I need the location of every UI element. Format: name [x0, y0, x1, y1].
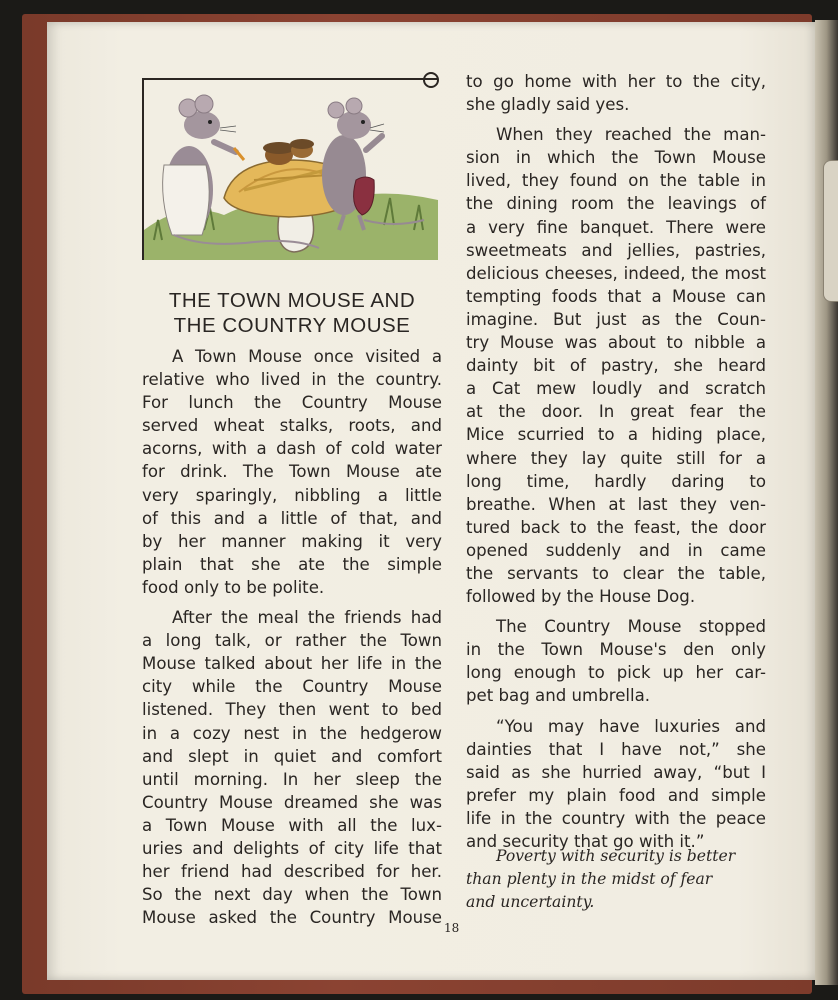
text-line: tempting foods that a Mouse can: [466, 286, 766, 306]
text-line: plain that she ate the simple: [142, 554, 442, 574]
text-line: the servants to clear the table,: [466, 563, 766, 583]
text-line: pet bag and umbrella.: [466, 686, 651, 706]
text-line: and slept in quiet and comfort: [142, 746, 442, 766]
text-line: at the door. In great fear the: [466, 402, 766, 422]
text-line: When they reached the man-: [496, 125, 766, 145]
text-line: her friend had described for her.: [142, 862, 442, 882]
text-line: by her manner making it very: [142, 531, 442, 551]
mice-illustration-image: [144, 80, 438, 260]
text-line: food only to be polite.: [142, 577, 325, 597]
text-line: sweetmeats and jellies, pastries,: [466, 240, 766, 260]
text-line: tured back to the feast, the door: [466, 517, 766, 537]
text-line: uries and delights of city life that: [142, 838, 442, 858]
text-line: After the meal the friends had: [172, 608, 442, 628]
story-title: [142, 288, 442, 338]
text-line: city while the Country Mouse: [142, 677, 442, 697]
moral-text: [466, 845, 766, 914]
text-line: long enough to pick up her car-: [466, 663, 766, 683]
text-line: For lunch the Country Mouse: [142, 393, 442, 413]
text-line: relative who lived in the country.: [142, 370, 442, 390]
text-line: a Town Mouse with all the lux-: [142, 815, 442, 835]
illustration-border-curl: [423, 72, 439, 88]
text-line: imagine. But just as the Coun-: [466, 309, 766, 329]
text-line: The Country Mouse stopped: [496, 617, 766, 637]
text-line: and security that go with it.”: [466, 832, 705, 851]
title-line: THE TOWN MOUSE AND: [168, 289, 416, 312]
story-illustration: [142, 78, 438, 260]
text-line: sion in which the Town Mouse: [466, 148, 766, 168]
text-line: served wheat stalks, roots, and: [142, 416, 442, 436]
page-edge-tab: [823, 160, 838, 302]
text-line: dainty bit of pastry, she heard: [466, 356, 766, 376]
text-line: A Town Mouse once visited a: [172, 347, 442, 366]
text-line: acorns, with a dash of cold water: [142, 439, 442, 459]
text-line: Mouse asked the Country Mouse: [142, 908, 442, 928]
moral-line: than plenty in the midst of fear: [466, 870, 713, 888]
text-line: said as she hurried away, “but I: [466, 762, 766, 782]
text-line: Mouse talked about her life in the: [142, 654, 442, 674]
text-line: lived, they found on the table in: [466, 171, 766, 191]
right-column-text: [466, 70, 766, 853]
text-line: Country Mouse dreamed she was: [142, 792, 442, 812]
text-line: a very fine banquet. There were: [466, 217, 766, 237]
text-line: in the Town Mouse's den only: [466, 640, 766, 660]
text-line: “You may have luxuries and: [496, 716, 766, 736]
left-column-text: [142, 345, 442, 929]
text-line: life in the country with the peace: [466, 808, 766, 828]
text-line: where they lay quite still for a: [466, 448, 766, 468]
text-line: of this and a little of that, and: [142, 508, 442, 528]
moral-line: Poverty with security is better: [496, 847, 736, 865]
text-line: So the next day when the Town: [142, 885, 442, 905]
text-line: a long talk, or rather the Town: [142, 631, 442, 651]
text-line: she gladly said yes.: [466, 95, 630, 115]
text-line: delicious cheeses, indeed, the most: [466, 263, 766, 283]
text-line: opened suddenly and in came: [466, 540, 766, 560]
text-line: listened. They then went to bed: [142, 700, 442, 720]
text-line: a Cat mew loudly and scratch: [466, 379, 766, 399]
text-line: the dining room the leavings of: [466, 194, 766, 214]
text-line: try Mouse was about to nibble a: [466, 333, 766, 353]
text-line: breathe. When at last they ven-: [466, 494, 766, 514]
text-line: followed by the House Dog.: [466, 587, 696, 607]
text-line: dainties that I have not,” she: [466, 739, 766, 759]
text-line: very sparingly, nibbling a little: [142, 485, 442, 505]
text-line: for drink. The Town Mouse ate: [142, 462, 442, 482]
text-line: Mice scurried to a hiding place,: [466, 425, 766, 445]
title-line: THE COUNTRY MOUSE: [173, 314, 411, 337]
page-number: 18: [444, 921, 460, 935]
text-line: to go home with her to the city,: [466, 72, 766, 91]
text-line: prefer my plain food and simple: [466, 785, 766, 805]
text-line: until morning. In her sleep the: [142, 769, 442, 789]
moral-line: and uncertainty.: [466, 893, 595, 911]
text-line: in a cozy nest in the hedgerow: [142, 723, 442, 743]
text-line: long time, hardly daring to: [466, 471, 766, 491]
